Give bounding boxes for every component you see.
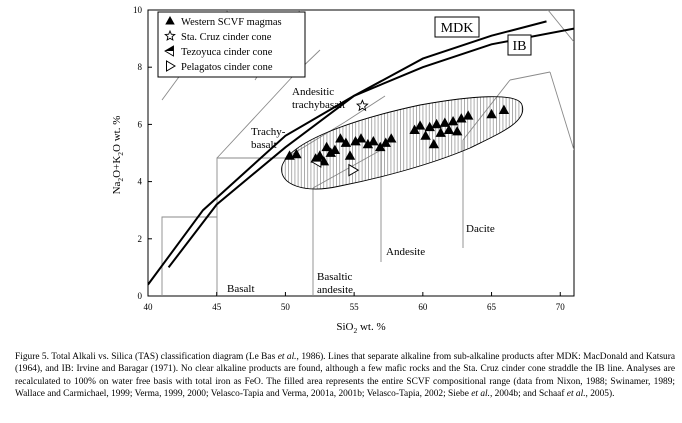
- field-label-trachybasalt-2: basalt: [251, 139, 277, 151]
- boundary-basalt-basaltic-andesite: [217, 158, 286, 296]
- field-label-basalt: Basalt: [227, 283, 255, 295]
- y-tick-label-0: 0: [137, 291, 142, 301]
- x-axis-title: SiO$_2$ wt. %: [336, 321, 386, 335]
- y-axis-title: $Na_2O+K_2O$ wt. %: [111, 115, 125, 195]
- field-label-dacite: Dacite: [466, 223, 495, 235]
- figure-caption: Figure 5. Total Alkali vs. Silica (TAS) classification diagram (Le Bas et al., 1986). Lines that separate alkaline from sub-alkaline products after MDK: MacDonald and Katsura (1964), and IB: Irvine and Baragar (1971). No clear alkaline products are found, although a few mafic rocks and the Sta. Cruz cinder cone straddle the IB line. Analyses are recalculated to 100% on water free basis with total iron as FeO. The filled area represents the entire SCVF compositional range (data from Nixon, 1988; Swinamer, 1989; Wallace and Carmichael, 1999; Verma, 1999, 2000; Velasco-Tapia and Verma, 2001a, 2001b; Velasco-Tapia, 2002; Siebe et al., 2004b; and Schaaf et al., 2005).: [15, 352, 675, 400]
- boundary-upper-right-1: [510, 72, 550, 80]
- y-tick-label-6: 6: [137, 119, 142, 130]
- field-label-basaltic-andesite-1: Basaltic: [317, 271, 353, 283]
- legend-label-3: Pelagatos cinder cone: [181, 62, 273, 73]
- field-label-andesitic-trachybasalt-1: Andesitic: [292, 86, 335, 98]
- x-tick-label-70: 70: [555, 302, 565, 312]
- y-tick-label-8: 8: [137, 62, 142, 73]
- x-tick-label-50: 50: [280, 302, 290, 312]
- field-label-basaltic-andesite-2: andesite: [317, 284, 354, 296]
- legend-label-0: Western SCVF magmas: [181, 17, 282, 28]
- y-tick-label-10: 10: [133, 5, 142, 15]
- field-label-andesite: Andesite: [386, 246, 426, 258]
- legend: [158, 12, 305, 77]
- x-tick-label-65: 65: [487, 302, 497, 312]
- x-tick-label-45: 45: [212, 302, 222, 312]
- x-tick-label-55: 55: [349, 302, 359, 312]
- field-label-andesitic-trachybasalt-2: trachybasalt: [292, 99, 346, 111]
- legend-label-2: Tezoyuca cinder cone: [181, 47, 273, 58]
- legend-label-1: Sta. Cruz cinder cone: [181, 32, 272, 43]
- y-tick-label-4: 4: [137, 176, 142, 187]
- field-label-trachybasalt-1: Trachy-: [251, 126, 286, 138]
- boundary-right-edge: [550, 72, 574, 150]
- y-tick-label-2: 2: [137, 233, 142, 244]
- x-tick-label-40: 40: [143, 302, 153, 312]
- ib-label: IB: [512, 39, 527, 54]
- mdk-label: MDK: [440, 21, 474, 36]
- boundary-upper-right-2: [548, 10, 574, 42]
- x-tick-label-60: 60: [418, 302, 428, 312]
